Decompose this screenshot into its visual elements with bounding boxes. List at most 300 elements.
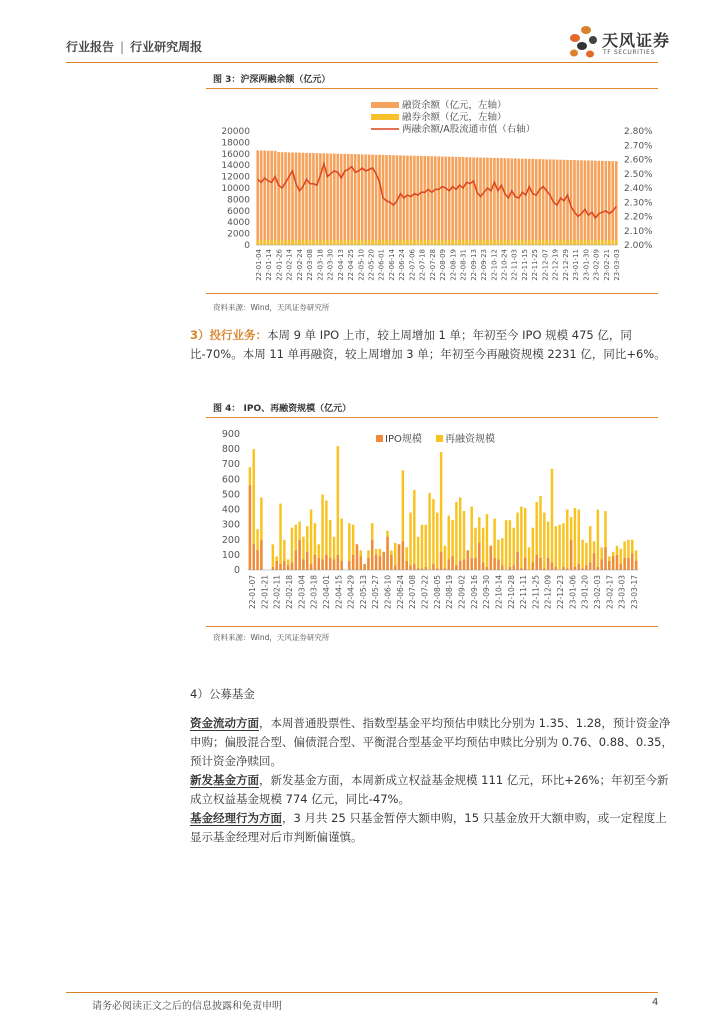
financing-bar [507, 158, 510, 245]
financing-bar [389, 155, 392, 245]
securities-lending-bar [333, 240, 336, 245]
ipo-bar [249, 485, 251, 570]
securities-lending-bar [263, 240, 266, 245]
financing-bar [615, 161, 618, 245]
securities-lending-bar [399, 240, 402, 245]
financing-bar [504, 158, 507, 245]
x-tick-label: 22-09-13 [469, 249, 478, 281]
financing-bar [375, 155, 378, 245]
figure4-chart [206, 420, 658, 628]
ipo-bar [352, 555, 354, 570]
financing-bar [538, 159, 541, 245]
securities-lending-bar [427, 240, 430, 245]
securities-lending-bar [437, 240, 440, 245]
securities-lending-bar [476, 240, 479, 245]
securities-lending-bar [521, 240, 524, 245]
securities-lending-bar [545, 240, 548, 245]
financing-bar [260, 150, 263, 245]
securities-lending-bar [441, 240, 444, 245]
securities-lending-bar [350, 240, 353, 245]
ipo-bar [402, 541, 404, 570]
financing-bar [559, 160, 562, 245]
refinancing-bar [417, 537, 419, 570]
financing-bar [528, 159, 531, 245]
financing-bar [336, 154, 339, 245]
x-tick-label: 22-12-19 [551, 249, 560, 281]
securities-lending-bar [368, 240, 371, 245]
x-tick-label: 22-09-23 [480, 249, 489, 281]
ipo-bar [585, 565, 587, 570]
x-tick-label: 23-01-06 [568, 575, 578, 610]
figure3-bottom-rule [206, 293, 658, 294]
x-tick-label: 22-03-18 [316, 249, 325, 281]
financing-bar [403, 155, 406, 245]
ipo-bar [490, 546, 492, 570]
ipo-bar [497, 559, 499, 570]
y-tick-label: 800 [221, 444, 240, 456]
y-tick-label: 0 [244, 241, 250, 251]
legend-swatch [376, 435, 383, 442]
refinancing-bar [543, 513, 545, 570]
ipo-bar [459, 561, 461, 570]
x-tick-label: 23-03-03 [617, 575, 627, 610]
ipo-bar [306, 552, 308, 570]
securities-lending-bar [270, 240, 273, 245]
ipo-bar [562, 567, 564, 570]
x-tick-label: 22-02-14 [285, 249, 294, 281]
x-tick-label: 23-01-20 [580, 575, 590, 610]
securities-lending-bar [284, 240, 287, 245]
y-tick-label: 10000 [221, 184, 250, 194]
financing-bar [604, 161, 607, 245]
securities-lending-bar [340, 240, 343, 245]
securities-lending-bar [611, 240, 614, 245]
securities-lending-bar [535, 240, 538, 245]
x-tick-label: 22-12-29 [561, 249, 570, 281]
x-tick-label: 22-09-16 [469, 575, 479, 610]
financing-bar [594, 161, 597, 245]
ipo-bar [371, 540, 373, 570]
securities-lending-bar [305, 240, 308, 245]
ipo-bar [620, 564, 622, 570]
legend-swatch [436, 435, 443, 442]
y-tick-label: 300 [221, 519, 240, 531]
section4-paragraph-2 [190, 771, 674, 809]
financing-bar [469, 157, 472, 245]
ipo-bar [298, 540, 300, 570]
financing-bar [333, 154, 336, 245]
refinancing-bar [509, 520, 511, 570]
x-tick-label: 22-05-10 [357, 249, 366, 281]
refinancing-bar [310, 510, 312, 570]
financing-bar [531, 159, 534, 245]
securities-lending-bar [375, 240, 378, 245]
financing-bar [295, 153, 298, 245]
securities-lending-bar [444, 240, 447, 245]
refinancing-bar [432, 499, 434, 570]
disclaimer-text: 请务必阅读正文之后的信息披露和免责申明 [92, 1001, 282, 1012]
financing-bar [514, 158, 517, 245]
refinancing-bar [409, 513, 411, 570]
ipo-bar [348, 561, 350, 570]
p1-text: ，本周普通股票性、指数型基金平均预估申赎比分别为 1.35、1.28，预计资金净申购；偏股混合型、偏债混合型、平衡混合型基金平均预估申赎比分别为 0.76、0.88、0.35，预计资金净赎回。 [190, 716, 673, 768]
x-tick-label: 22-08-19 [445, 575, 455, 610]
x-tick-label: 23-03-17 [630, 575, 639, 610]
securities-lending-bar [511, 240, 514, 245]
securities-lending-bar [472, 240, 475, 245]
refinancing-bar [425, 525, 427, 570]
x-tick-label: 22-12-07 [541, 249, 550, 281]
securities-lending-bar [559, 240, 562, 245]
securities-lending-bar [364, 240, 367, 245]
financing-bar [319, 153, 322, 245]
securities-lending-bar [462, 240, 465, 245]
financing-bar [430, 156, 433, 245]
financing-bar [364, 154, 367, 245]
x-tick-label: 22-11-25 [531, 575, 541, 610]
securities-lending-bar [458, 240, 461, 245]
ipo-bar [448, 559, 450, 570]
ipo-bar [509, 567, 511, 570]
refinancing-bar [555, 526, 557, 570]
ipo-bar [329, 558, 331, 570]
ipo-bar [310, 564, 312, 570]
ipo-bar [363, 564, 365, 570]
logo-subtext: TF SECURITIES [603, 49, 655, 56]
x-tick-label: 22-02-18 [284, 575, 294, 610]
y2-tick-label: 2.20% [624, 212, 653, 223]
x-tick-label: 23-03-03 [613, 249, 621, 281]
financing-bar [577, 160, 580, 245]
ipo-bar [253, 544, 255, 570]
financing-bar [479, 158, 482, 245]
financing-bar [277, 152, 280, 245]
x-tick-label: 22-01-26 [275, 249, 284, 281]
financing-bar [423, 156, 426, 245]
x-tick-label: 22-06-01 [377, 249, 386, 281]
ipo-bar [394, 565, 396, 570]
financing-bar [611, 161, 614, 245]
x-tick-label: 22-10-28 [506, 575, 516, 610]
financing-bar [521, 159, 524, 245]
securities-lending-bar [354, 240, 357, 245]
figure3-top-rule [206, 88, 658, 89]
securities-lending-bar [563, 240, 566, 245]
financing-bar [441, 157, 444, 245]
x-tick-label: 23-01-11 [572, 249, 581, 281]
financing-bar [382, 155, 385, 245]
figure3-title: 图 3：沪深两融余额（亿元） [213, 75, 331, 85]
securities-lending-bar [298, 240, 301, 245]
financing-bar [420, 156, 423, 245]
refinancing-bar [444, 546, 446, 570]
securities-lending-bar [504, 240, 507, 245]
securities-lending-bar [566, 240, 569, 245]
y-tick-label: 700 [221, 459, 240, 471]
x-tick-label: 22-10-14 [494, 575, 504, 610]
y-tick-label: 14000 [221, 161, 250, 172]
securities-lending-bar [580, 240, 583, 245]
financing-bar [584, 160, 587, 245]
figure4-source: 资料来源：Wind，天风证券研究所 [213, 633, 330, 642]
company-logo [566, 22, 676, 64]
securities-lending-bar [577, 240, 580, 245]
financing-bar [472, 157, 475, 245]
securities-lending-bar [570, 240, 573, 245]
y-tick-label: 100 [221, 549, 240, 561]
financing-bar [455, 157, 458, 245]
refinancing-bar [505, 520, 507, 570]
financing-bar [413, 156, 416, 245]
y-tick-label: 900 [221, 429, 240, 440]
p3-label: 基金经理行为方面 [190, 811, 282, 825]
y2-tick-label: 2.80% [624, 127, 653, 137]
securities-lending-bar [455, 240, 458, 245]
financing-bar [399, 155, 402, 245]
ipo-bar [574, 567, 576, 570]
securities-lending-bar [538, 240, 541, 245]
ipo-bar [321, 559, 323, 570]
financing-bar [316, 153, 319, 245]
refinancing-bar [520, 507, 522, 570]
financing-bar [378, 155, 381, 245]
financing-bar [573, 160, 576, 245]
securities-lending-bar [417, 240, 420, 245]
securities-lending-bar [615, 240, 618, 245]
securities-lending-bar [336, 240, 339, 245]
financing-bar [417, 156, 420, 245]
securities-lending-bar [500, 240, 503, 245]
securities-lending-bar [549, 240, 552, 245]
header-separator: | [120, 40, 125, 54]
financing-bar [486, 158, 489, 245]
x-tick-label: 22-08-05 [432, 575, 442, 610]
refinancing-bar [436, 513, 438, 570]
securities-lending-bar [260, 240, 263, 245]
ipo-bar [616, 555, 618, 570]
financing-bar [598, 161, 601, 245]
ipo-bar [516, 552, 518, 570]
ipo-bar [383, 552, 385, 570]
ipo-bar [627, 558, 629, 570]
x-tick-label: 22-07-18 [418, 249, 427, 281]
ipo-bar [287, 565, 289, 570]
refinancing-bar [513, 528, 515, 570]
refinancing-bar [566, 510, 568, 570]
securities-lending-bar [604, 240, 607, 245]
refinancing-bar [455, 502, 457, 570]
ipo-bar [600, 559, 602, 570]
ipo-bar [513, 565, 515, 570]
ipo-bar [608, 561, 610, 570]
financing-bar [591, 161, 594, 245]
footer-rule [66, 992, 658, 993]
ipo-bar [272, 567, 274, 570]
securities-lending-bar [256, 240, 259, 245]
financing-bar [566, 160, 569, 245]
header-rule [66, 62, 658, 63]
securities-lending-bar [497, 240, 500, 245]
ipo-bar [493, 558, 495, 570]
x-tick-label: 22-03-18 [309, 575, 319, 610]
y-tick-label: 20000 [221, 127, 250, 137]
x-tick-label: 22-04-25 [347, 249, 356, 281]
financing-bar [458, 157, 461, 245]
x-tick-label: 22-07-28 [428, 249, 437, 281]
refinancing-bar [578, 510, 580, 570]
ipo-bar [325, 555, 327, 570]
y2-tick-label: 2.70% [624, 141, 653, 152]
financing-bar [549, 159, 552, 245]
financing-bar [302, 153, 305, 245]
x-tick-label: 23-02-17 [605, 575, 615, 610]
y2-tick-label: 2.40% [624, 184, 653, 194]
x-tick-label: 22-07-06 [408, 249, 417, 281]
securities-lending-bar [277, 240, 280, 245]
x-tick-label: 22-11-15 [520, 249, 529, 281]
securities-lending-bar [371, 240, 374, 245]
x-tick-label: 22-11-03 [510, 249, 519, 281]
y-tick-label: 12000 [221, 172, 250, 183]
financing-bar [437, 156, 440, 245]
financing-bar [274, 151, 277, 245]
report-type: 行业报告 [66, 40, 115, 54]
x-tick-label: 23-02-09 [592, 249, 601, 281]
refinancing-bar [581, 540, 583, 570]
ipo-bar [463, 559, 465, 570]
x-tick-label: 22-03-30 [326, 249, 335, 281]
refinancing-bar [562, 523, 564, 570]
securities-lending-bar [319, 240, 322, 245]
financing-bar [580, 160, 583, 245]
financing-bar [354, 154, 357, 245]
figure4-top-rule [206, 417, 658, 418]
financing-bar [608, 161, 611, 245]
ipo-bar [413, 564, 415, 570]
x-tick-label: 22-08-19 [449, 249, 458, 281]
financing-bar [465, 157, 468, 245]
financing-bar [524, 159, 527, 245]
section4-paragraph-1 [190, 714, 674, 771]
ipo-bar [360, 556, 362, 570]
financing-bar [368, 155, 371, 245]
financing-bar [483, 158, 486, 245]
ipo-bar [375, 555, 377, 570]
ipo-bar [260, 540, 262, 570]
securities-lending-bar [291, 240, 294, 245]
x-tick-label: 22-06-24 [398, 249, 407, 281]
securities-lending-bar [591, 240, 594, 245]
refinancing-bar [597, 510, 599, 570]
financing-bar [312, 153, 315, 245]
x-tick-label: 22-06-10 [383, 575, 393, 610]
securities-lending-bar [309, 240, 312, 245]
ipo-bar [455, 565, 457, 570]
x-tick-label: 22-04-01 [321, 575, 331, 610]
securities-lending-bar [343, 240, 346, 245]
legend-label: 两融余额/A股流通市值（右轴） [402, 124, 536, 135]
ipo-bar [356, 544, 358, 570]
ipo-bar [340, 561, 342, 570]
ipo-bar [470, 558, 472, 570]
ipo-bar [551, 562, 553, 570]
legend-swatch [371, 102, 399, 108]
x-tick-label: 22-07-22 [420, 575, 430, 610]
securities-lending-bar [406, 240, 409, 245]
securities-lending-bar [357, 240, 360, 245]
report-header [66, 38, 202, 55]
securities-lending-bar [608, 240, 611, 245]
financing-bar [263, 151, 266, 245]
legend-label: IPO规模 [385, 434, 422, 445]
y-tick-label: 600 [221, 474, 240, 486]
ipo-bar [547, 558, 549, 570]
y-tick-label: 2000 [227, 229, 250, 240]
securities-lending-bar [542, 240, 545, 245]
securities-lending-bar [465, 240, 468, 245]
refinancing-bar [551, 469, 553, 570]
financing-bar [256, 150, 259, 245]
securities-lending-bar [556, 240, 559, 245]
x-tick-label: 22-10-24 [500, 249, 509, 281]
section4-paragraph-3 [190, 809, 674, 847]
securities-lending-bar [531, 240, 534, 245]
securities-lending-bar [347, 240, 350, 245]
securities-lending-bar [430, 240, 433, 245]
ipo-bar [302, 559, 304, 570]
p1-label: 资金流动方面 [190, 716, 259, 730]
y2-tick-label: 2.10% [624, 226, 653, 237]
y-tick-label: 200 [221, 534, 240, 546]
securities-lending-bar [528, 240, 531, 245]
financing-bar [427, 156, 430, 245]
ipo-bar [539, 558, 541, 570]
x-tick-label: 23-01-30 [582, 249, 591, 281]
financing-bar [542, 159, 545, 245]
securities-lending-bar [552, 240, 555, 245]
legend-label: 融资余额（亿元，左轴） [402, 100, 507, 111]
logo-text: 天风证券 [602, 31, 671, 50]
page-number: 4 [652, 997, 659, 1008]
y2-tick-label: 2.50% [624, 169, 653, 180]
ipo-bar [379, 556, 381, 570]
figure4-bottom-rule [206, 626, 658, 627]
ipo-bar [532, 562, 534, 570]
ipo-bar [482, 562, 484, 570]
securities-lending-bar [483, 240, 486, 245]
securities-lending-bar [469, 240, 472, 245]
securities-lending-bar [493, 240, 496, 245]
financing-bar [448, 157, 451, 245]
refinancing-bar [279, 504, 281, 570]
y-tick-label: 500 [221, 489, 240, 501]
securities-lending-bar [524, 240, 527, 245]
report-subtype: 行业研究周报 [130, 40, 203, 54]
securities-lending-bar [507, 240, 510, 245]
logo-mark-icon [566, 22, 602, 62]
ipo-bar [486, 567, 488, 570]
x-tick-label: 22-08-31 [459, 249, 468, 281]
securities-lending-bar [392, 240, 395, 245]
securities-lending-bar [295, 240, 298, 245]
x-tick-label: 22-05-20 [367, 249, 376, 281]
financing-bar [267, 151, 270, 245]
securities-lending-bar [601, 240, 604, 245]
y-tick-label: 16000 [221, 149, 250, 160]
ipo-bar [612, 556, 614, 570]
refinancing-bar [459, 497, 461, 570]
section3-paragraph [190, 326, 674, 364]
